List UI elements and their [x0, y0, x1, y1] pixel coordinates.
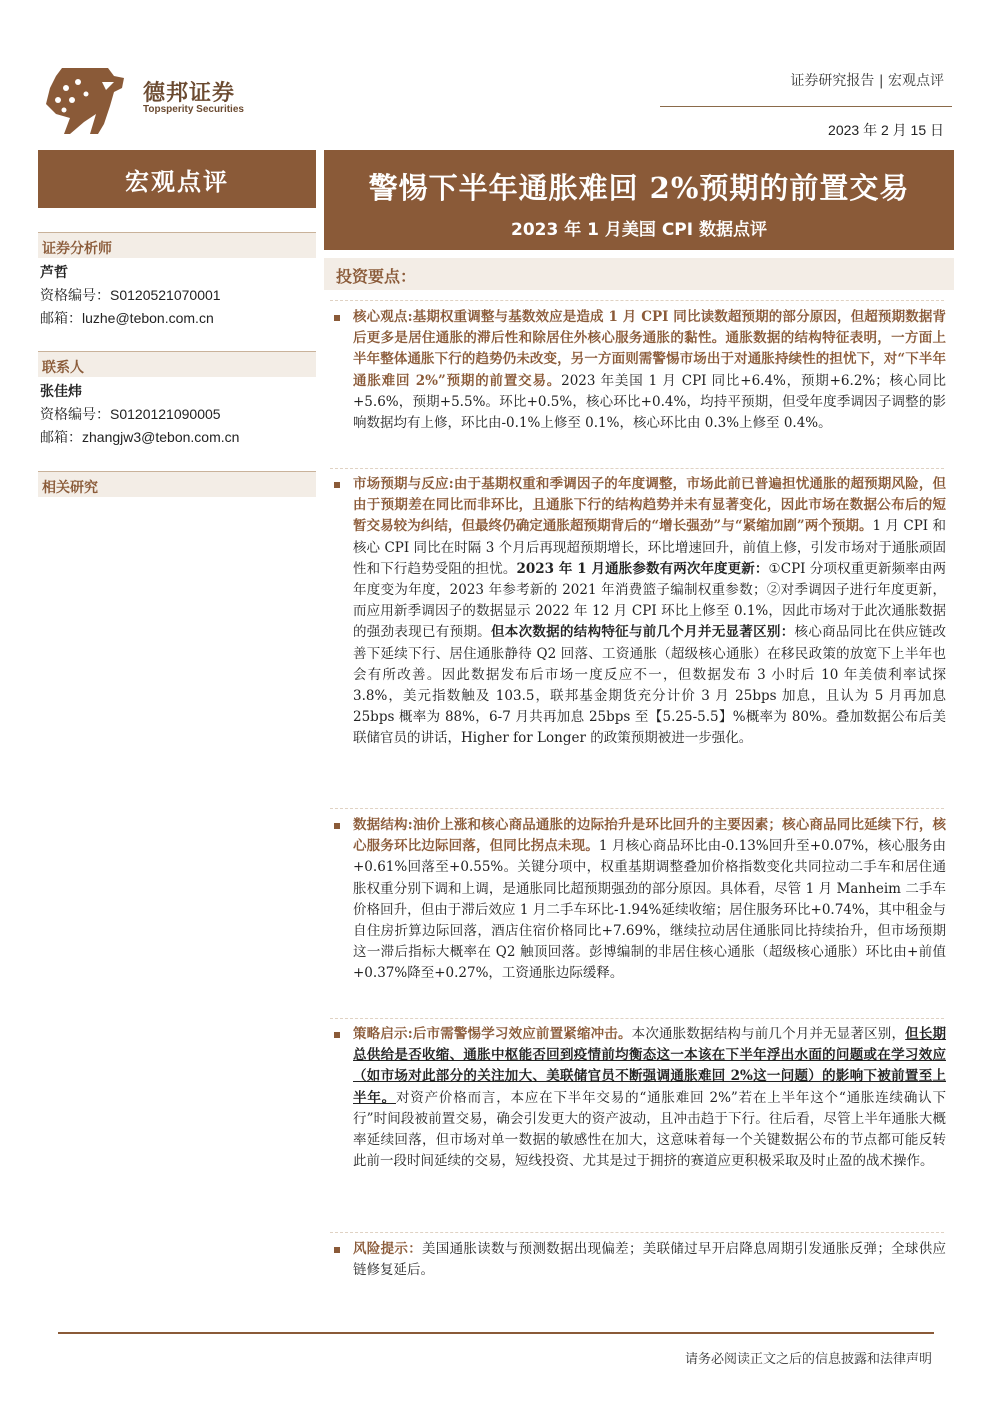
bullet-bold: 但本次数据的结构特征与前几个月并无显著区别：	[490, 624, 795, 641]
analyst-email[interactable]: luzhe@tebon.com.cn	[82, 310, 214, 326]
bullet-lead: 策略启示:后市需警惕学习效应前置紧缩冲击。	[353, 1026, 632, 1042]
bullet-lead: 数据结构:油价上涨和核心商品通胀的边际抬升是环比回升的主要因素；核心商品同比延续下行，核心服务环比边际回落，但同比拐点未现。	[353, 817, 946, 855]
analyst-cert: S0120521070001	[110, 287, 221, 303]
bullet-bold: 2023 年 1 月通胀参数有两次年度更新：	[516, 560, 769, 577]
analyst-name: 芦哲	[40, 265, 68, 281]
bullet-marker	[334, 482, 340, 488]
bullet-body: 美国通胀读数与预测数据出现偏差；美联储过早开启降息周期引发通胀反弹；全球供应链修复延后。	[353, 1241, 947, 1279]
analyst-heading: 证券分析师	[38, 232, 316, 258]
bullet-core-view	[334, 307, 946, 434]
contact-cert: S0120121090005	[110, 406, 221, 422]
disclaimer-note: 请务必阅读正文之后的信息披露和法律声明	[684, 1352, 932, 1367]
bullet-market-reaction	[334, 474, 946, 750]
bullet-body: 核心商品同比在供应链改善下延续下行、居住通胀静待 Q2 回落、工资通胀（超级核心通胀）在移民政策的放宽下上半年也会有所改善。因此数据发布后市场一度反应不一，但数据发布 3 小时后 10 年美债利率试探 3.8%，美元指数触及 103.5，联邦基金期货充分计价 3 月 25bps 加息，且认为 5 月再加息 25bps 概率为 88%，6-7 月共再加息 25bps 至【5.25-5.5】%概率为 80%。叠加数据公布后美联储官员的讲话，Higher for Longer 的政策预期被进一步强化。	[353, 624, 947, 747]
report-date: 2023 年 2 月 15 日	[828, 122, 944, 138]
contact-cert-label: 资格编号：	[40, 407, 110, 423]
contact-info	[40, 381, 239, 449]
report-type: 证券研究报告 | 宏观点评	[790, 73, 944, 89]
bullet-divider	[330, 300, 944, 301]
bullet-divider	[330, 468, 944, 469]
analyst-email-label: 邮箱：	[40, 311, 82, 327]
title-banner	[324, 150, 954, 250]
category-banner: 宏观点评	[38, 150, 316, 208]
bullet-body: ①CPI 分项权重更新频率由两年度变为年度，2023 年参考新的 2021 年消费篮子编制权重参数；②对季调因子进行年度更新，而应用新季调因子的数据显示 2022 年 12 月 CPI 环比上修至 0.1%，因此市场对于此次通胀数据的强劲表现已有预期。	[353, 560, 947, 641]
bullet-marker	[334, 1032, 340, 1038]
report-subtitle: 2023 年 1 月美国 CPI 数据点评	[511, 220, 767, 240]
bullet-body: 2023 年美国 1 月 CPI 同比+6.4%，预期+6.2%；核心同比+5.6%，预期+5.5%。环比+0.5%，核心环比+0.4%，均持平预期，但受年度季调因子调整的影响数据均有上修，环比由-0.1%上修至 0.1%，核心环比由 0.3%上修至 0.4%。	[353, 372, 946, 432]
leopard-logo-icon	[44, 66, 126, 136]
bullet-marker	[334, 315, 340, 321]
bullet-lead: 市场预期与反应:由于基期权重和季调因子的年度调整，市场此前已普遍担忧通胀的超预期风险，但由于预期差在同比而非环比，且通胀下行的结构趋势并未有显著变化，因此市场在数据公布后的短暂交易较为纠结，但最终仍确定通胀超预期背后的“增长强劲”与“紧缩加剧”两个预期。	[353, 476, 946, 535]
contact-heading: 联系人	[38, 351, 316, 377]
bullet-divider	[330, 808, 944, 809]
analyst-cert-label: 资格编号：	[40, 288, 110, 304]
bullet-marker	[334, 823, 340, 829]
brand-english-name: Topsperity Securities	[143, 104, 244, 115]
bullet-strategy	[334, 1024, 946, 1172]
footer-divider	[58, 1332, 934, 1334]
bullet-data-structure	[334, 815, 946, 985]
report-title: 警惕下半年通胀难回 2%预期的前置交易	[368, 171, 910, 205]
contact-name: 张佳炜	[40, 384, 82, 400]
investment-highlights-heading: 投资要点：	[324, 258, 954, 290]
bullet-body: 1 月核心商品环比由-0.13%回升至+0.07%，核心服务由+0.61%回落至+0.55%。关键分项中，权重基期调整叠加价格指数变化共同拉动二手车和居住通胀权重分别下调和上调，是通胀同比超预期强劲的部分原因。具体看，尽管 1 月 Manheim 二手车价格回升，但由于滞后效应 1 月二手车环比-1.94%延续收缩；居住服务环比+0.74%，其中租金与自住房折算边际回落，酒店住宿价格同比+7.69%，继续拉动居住通胀同比持续抬升，但市场预期这一滞后指标大概率在 Q2 触顶回落。彭博编制的非居住核心通胀（超级核心通胀）环比由+前值+0.37%降至+0.27%，工资通胀边际缓释。	[353, 838, 946, 982]
bullet-body: 对资产价格而言，本应在下半年交易的“通胀难回 2%”若在上半年这个“通胀连续确认下行”时间段被前置交易，确会引发更大的资产波动，且冲击趋于下行。往后看，尽管上半年通胀大概率延续回落，但市场对单一数据的敏感性在加大，这意味着每一个关键数据公布的节点都可能反转此前一段时间延续的交易，短线投资、尤其是过于拥挤的赛道应更积极采取及时止盈的战术操作。	[353, 1089, 947, 1170]
bullet-marker	[334, 1247, 340, 1253]
analyst-info	[40, 262, 221, 330]
contact-email[interactable]: zhangjw3@tebon.com.cn	[82, 429, 240, 445]
bullet-divider	[330, 1232, 944, 1233]
bullet-lead: 风险提示：	[353, 1241, 422, 1257]
bullet-lead: 核心观点:基期权重调整与基数效应是造成 1 月 CPI 同比读数超预期的部分原因，但超预期数据背后更多是居住通胀的滞后性和除居住外核心服务通胀的黏性。通胀数据的结构特征表明，一方面上半年整体通胀下行的趋势仍未改变，另一方面则需警惕市场出于对通胀持续性的担忧下，对“下半年通胀难回 2%”预期的前置交易。	[353, 309, 946, 389]
bullet-body: 本次通胀数据结构与前几个月并无显著区别，	[631, 1026, 906, 1042]
bullet-underline: 但长期总供给是否收缩、通胀中枢能否回到疫情前均衡态这一本该在下半年浮出水面的问题或在学习效应（如市场对此部分的关注加大、美联储官员不断强调通胀难回 2%这一问题）的影响下被前置至上半年。	[353, 1026, 947, 1106]
contact-email-label: 邮箱：	[40, 430, 82, 446]
header-divider	[660, 106, 952, 107]
bullet-body: 1 月 CPI 和核心 CPI 同比在时隔 3 个月后再现超预期增长，环比增速回升，前值上修，引发市场对于通胀顽固性和下行趋势受阻的担忧。	[353, 518, 946, 577]
related-research-heading: 相关研究	[38, 471, 316, 497]
bullet-divider	[330, 1018, 944, 1019]
bullet-risk	[334, 1239, 946, 1281]
brand-name: 德邦证券	[143, 81, 236, 106]
